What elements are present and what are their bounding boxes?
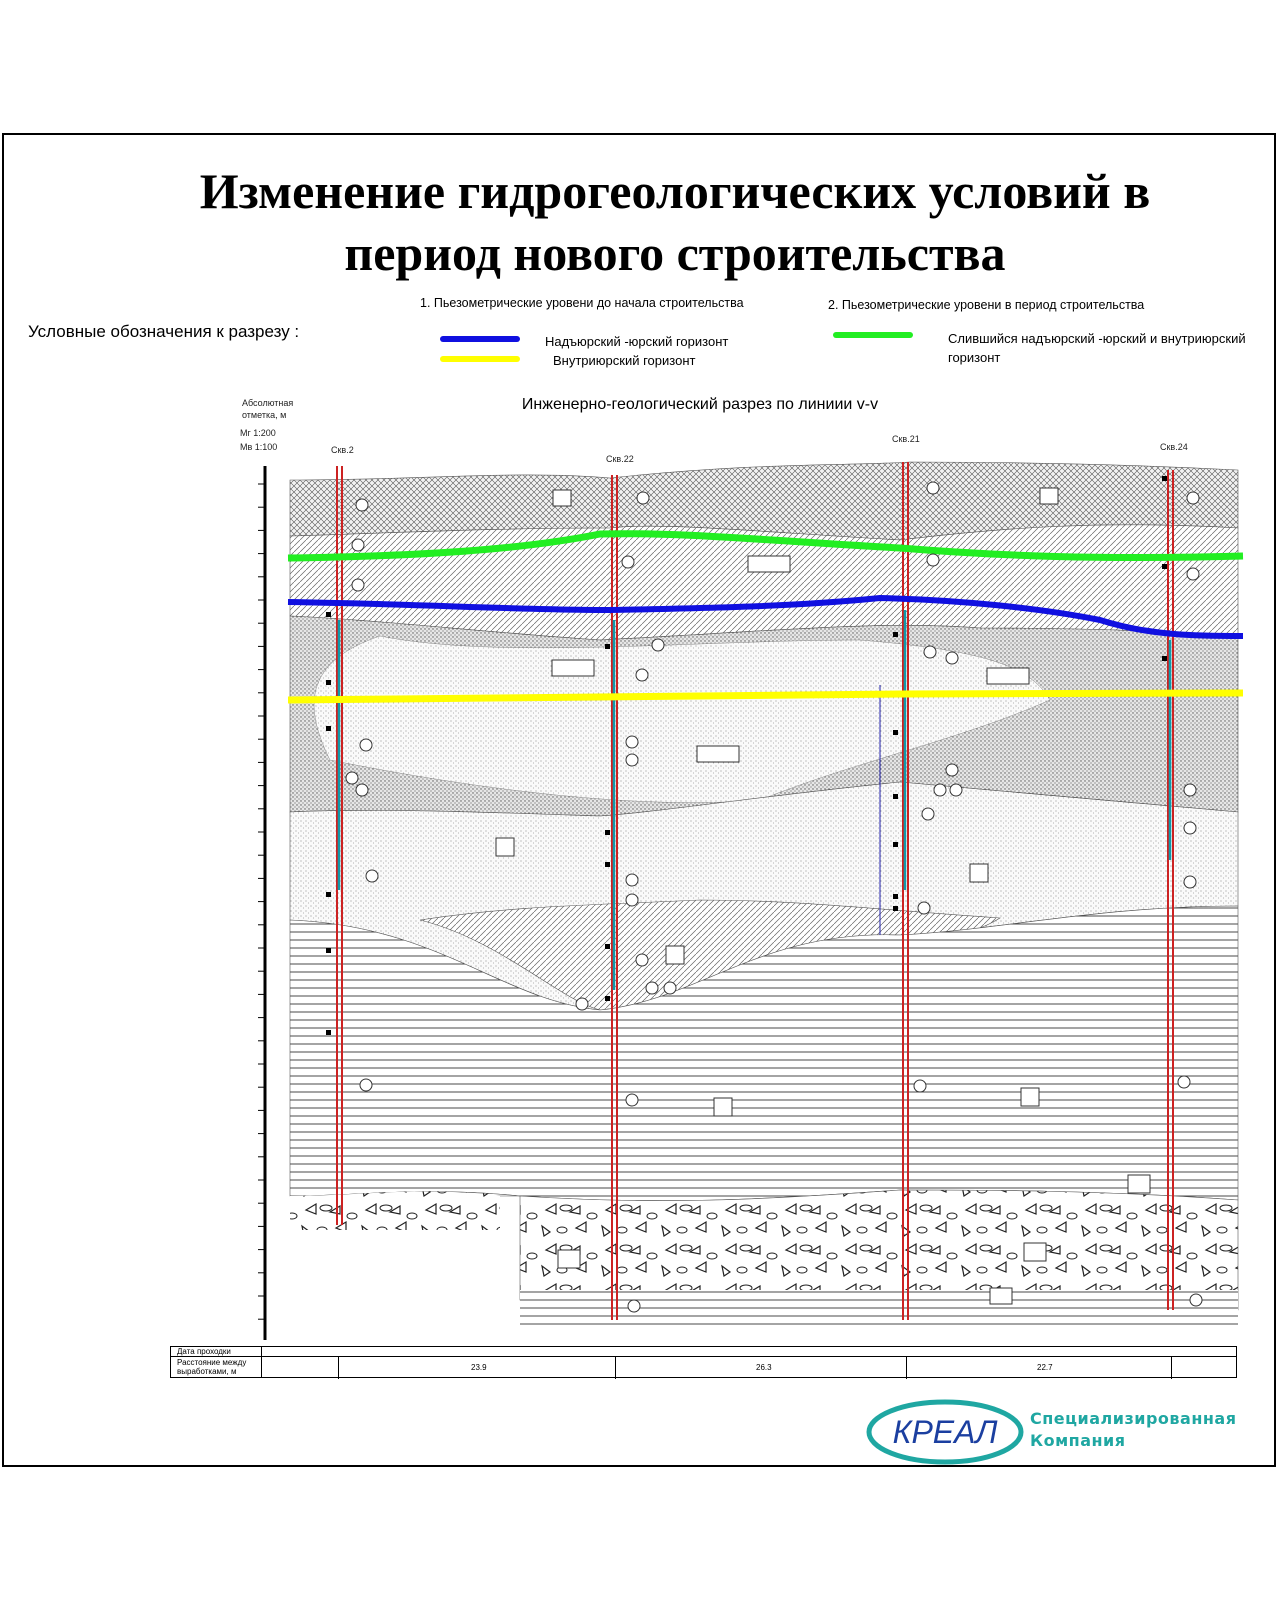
axis-label-2: отметка, м [242,410,287,420]
distance-label: 22.7 [1037,1363,1053,1372]
well-label: Скв.24 [1160,442,1188,452]
layer-bottom-clay [520,1290,1238,1330]
distance-label: 26.3 [756,1363,772,1372]
axis-label-1: Абсолютная [242,398,294,408]
well-label: Скв.22 [606,454,634,464]
legend-item-green: Слившийся надъюрский -юрский и внутриюрский горизонт [948,331,1246,365]
section-title: Инженерно-геологический разрез по линиии v-v [521,396,879,413]
legend-item-yellow: Внутриюрский горизонт [553,353,696,368]
scale-horizontal: Мг 1:200 [240,428,276,438]
legend-label: Условные обозначения к разрезу : [28,322,300,341]
section-footer-table [170,1346,1237,1378]
company-name [1030,1408,1237,1452]
page-title: Изменение гидрогеологических условий в период нового строительства [199,163,1151,281]
legend-group1-heading: 1. Пьезометрические уровени до начала строительства [420,296,744,310]
layer-gravel-left [290,1192,500,1230]
company-line2: Компания [1030,1431,1126,1450]
footer-divider [906,1357,907,1379]
footer-row2-label: Расстояние между выработками, м [177,1358,247,1376]
scale-vertical: Мв 1:100 [240,442,278,452]
well-label: Скв.2 [331,445,354,455]
legend-item-blue: Надъюрский -юрский горизонт [545,334,729,349]
distance-label: 23.9 [471,1363,487,1372]
footer-divider [615,1357,616,1379]
footer-divider [1171,1357,1172,1379]
well-label: Скв.21 [892,434,920,444]
kreal-logo [865,1396,1025,1466]
footer-row-date [171,1347,1236,1357]
company-line1: Специализированная [1030,1409,1237,1428]
logo-text: КРЕАЛ [892,1414,998,1450]
legend-group2-heading: 2. Пьезометрические уровени в период строительства [828,298,1145,312]
footer-divider [338,1357,339,1379]
footer-divider [261,1347,262,1377]
footer-row1-label: Дата проходки [177,1347,231,1356]
